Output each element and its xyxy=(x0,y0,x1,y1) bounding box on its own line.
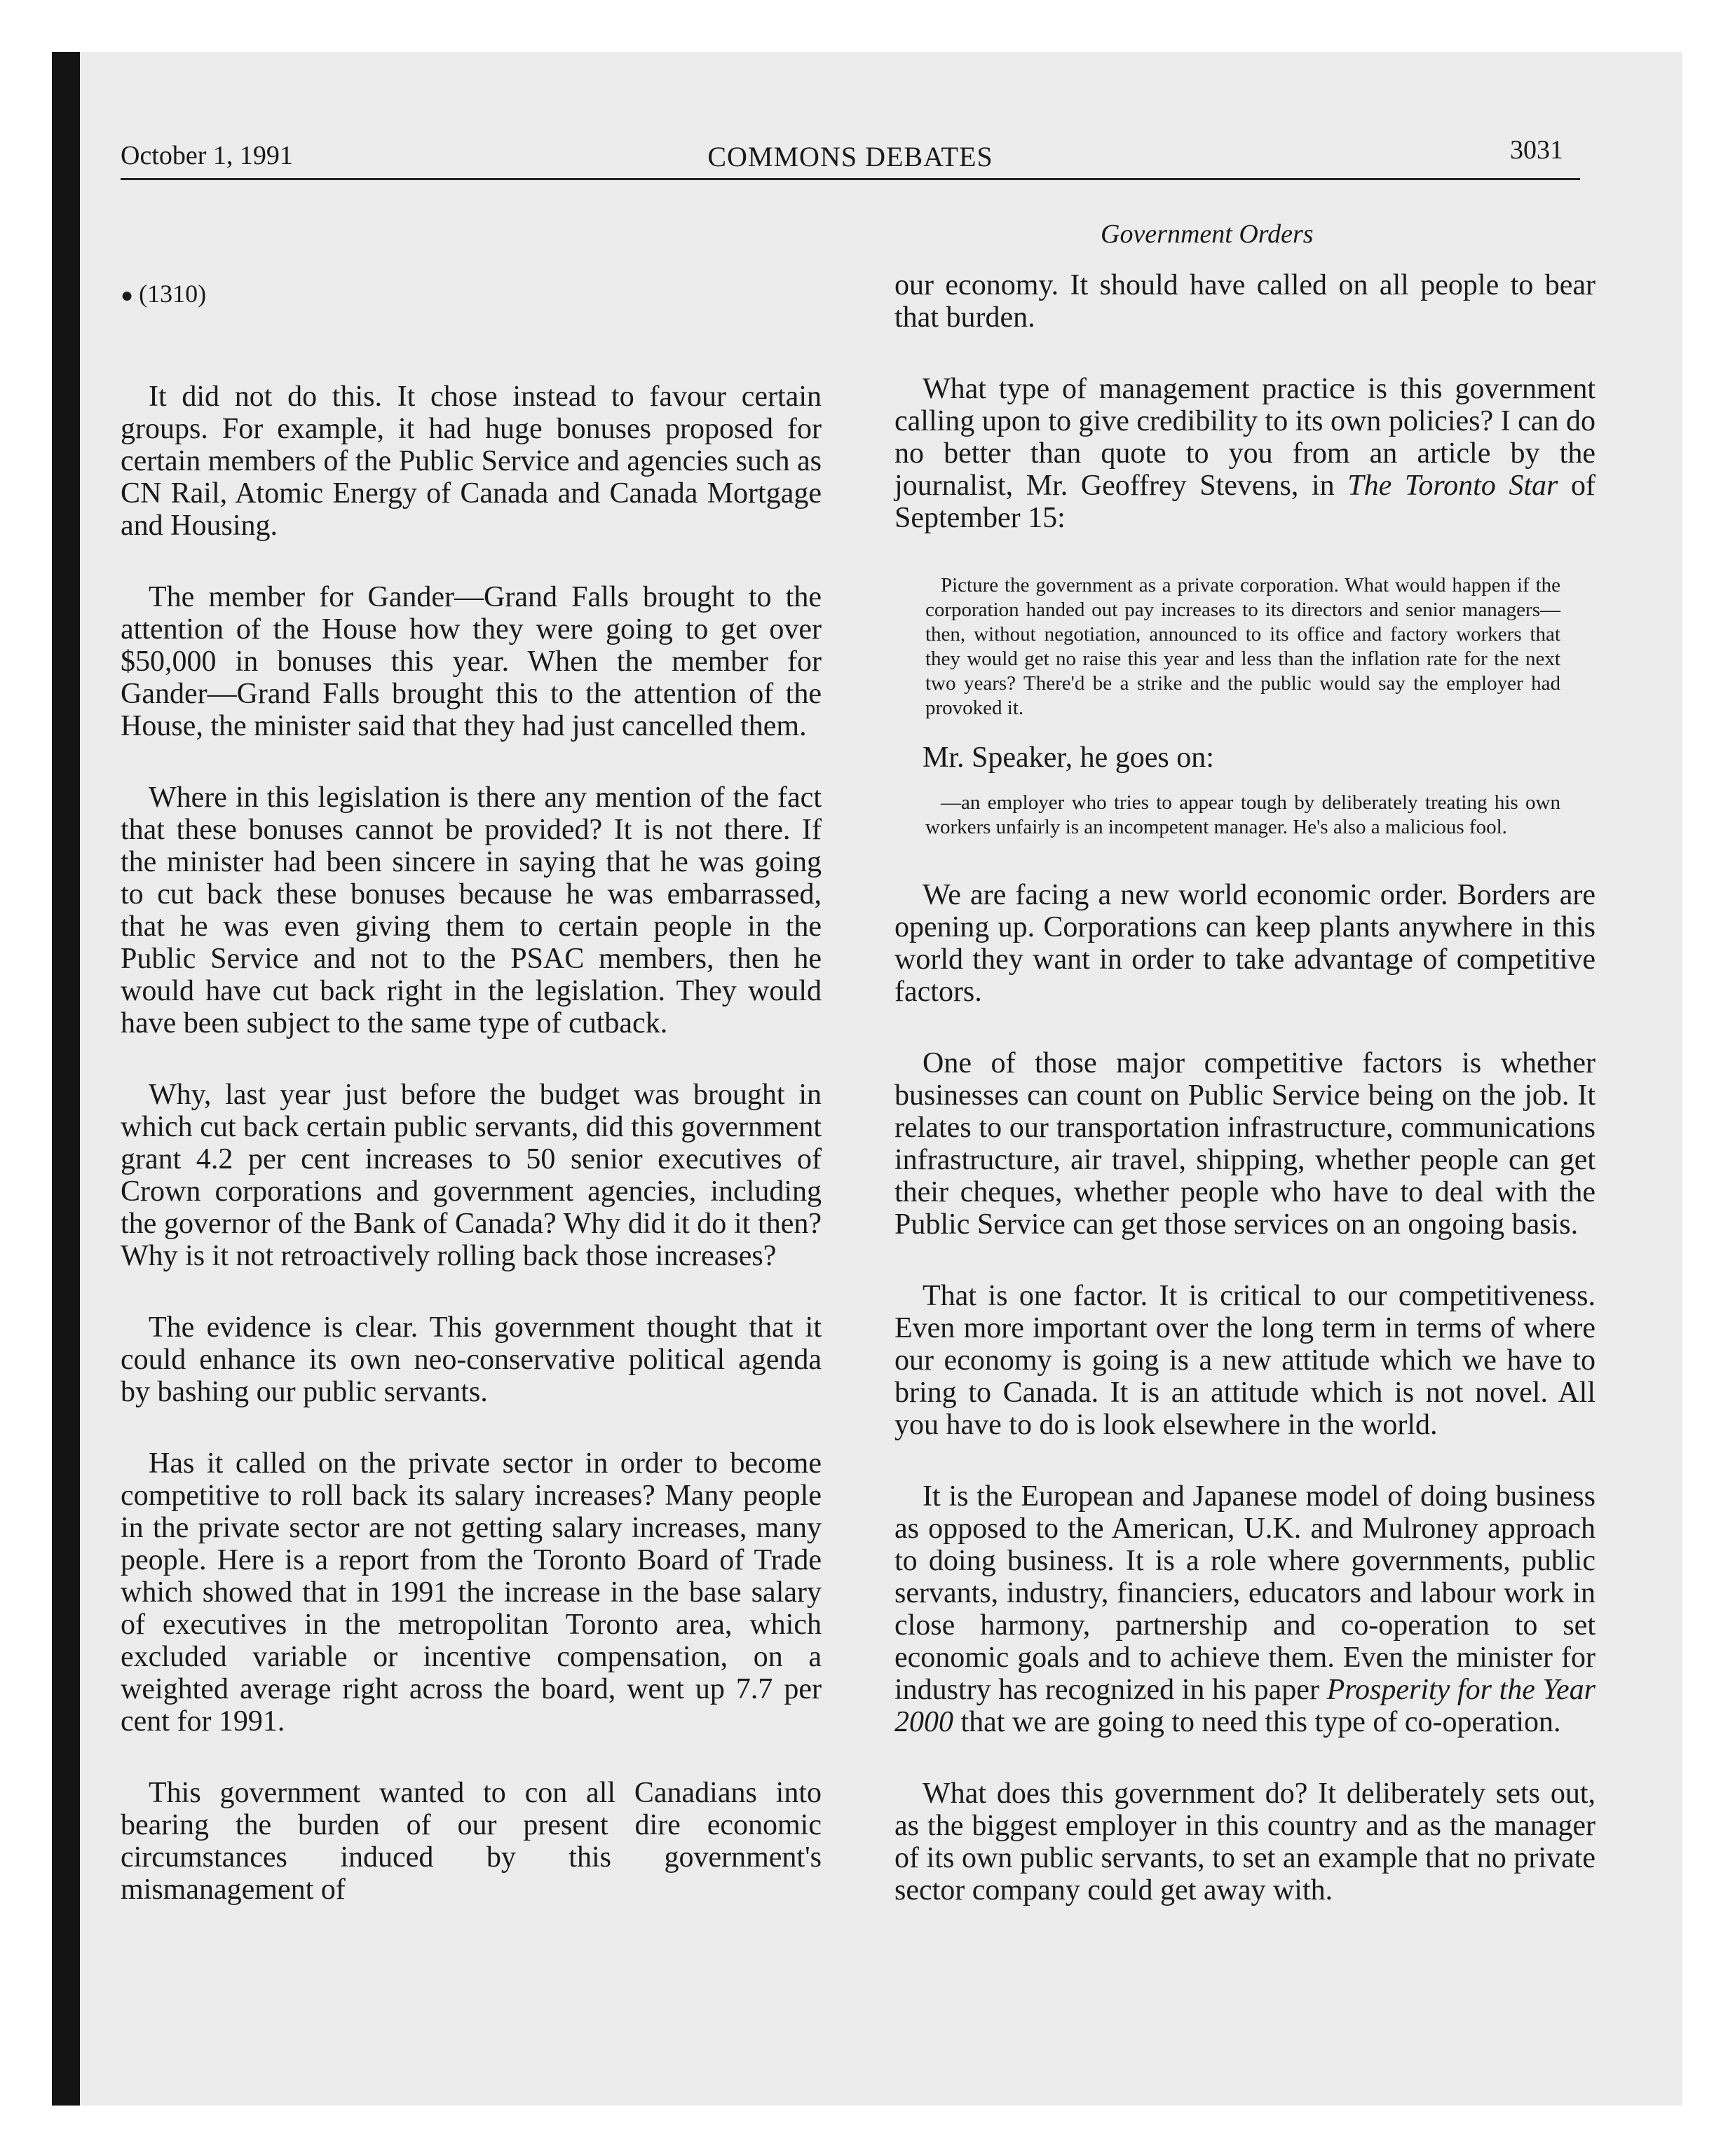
header-title: COMMONS DEBATES xyxy=(707,141,993,172)
paragraph xyxy=(894,373,1595,534)
block-quote: Picture the government as a private corporation. What would happen if the corporation handed out pay increases to its directors and senior managers—then, without negotiation, announced to its office and factory workers that they would get no raise this year and less than the inflation rate for the next two years? There'd be a strike and the public would say the employer had provoked it. xyxy=(925,574,1560,719)
section-title: Government Orders xyxy=(1101,219,1314,249)
timestamp-marker xyxy=(121,278,822,312)
header-date: October 1, 1991 xyxy=(121,141,293,170)
paragraph: The evidence is clear. This government thought that it could enhance its own neo-conservative political agenda by bashing our public servants. xyxy=(121,1311,822,1408)
paragraph-text: that we are going to need this type of co-operation. xyxy=(953,1706,1561,1738)
header-divider xyxy=(121,178,1580,180)
right-column xyxy=(894,269,1595,1946)
paragraph xyxy=(894,1480,1595,1738)
paragraph: The member for Gander—Grand Falls brought to the attention of the House how they were going to get over $50,000 in bonuses this year. When the member for Gander—Grand Falls brought this to the attention of the House, the minister said that they had just cancelled them. xyxy=(121,581,822,742)
paragraph: That is one factor. It is critical to our competitiveness. Even more important over the long term in terms of where our economy is going is a new attitude which we have to bring to Canada. It is an attitude which is not novel. All you have to do is look elsewhere in the world. xyxy=(894,1280,1595,1441)
paragraph: Why, last year just before the budget was brought in which cut back certain public servants, did this government grant 4.2 per cent increases to 50 senior executives of Crown corporations and government agencies, including the governor of the Bank of Canada? Why did it do it then? Why is it not retroactively rolling back those increases? xyxy=(121,1079,822,1272)
page-header xyxy=(121,87,1580,172)
document-title: Prosperity for the Year 2000 xyxy=(894,1674,1595,1738)
paragraph-text: What type of management practice is this government calling upon to give credibility to its own policies? I can do no better than quote to you from an article by the journalist, Mr. Geoffrey Stevens, in xyxy=(894,373,1595,502)
paragraph-text: of September 15: xyxy=(894,470,1595,534)
paragraph: What does this government do? It deliberately sets out, as the biggest employer in this country and as the manager of its own public servants, to set an example that no private sector company could get away with. xyxy=(894,1778,1595,1906)
binding-edge-strip xyxy=(52,52,80,2106)
paragraph-continuation: our economy. It should have called on all people to bear that burden. xyxy=(894,269,1595,334)
paragraph: It did not do this. It chose instead to favour certain groups. For example, it had huge bonuses proposed for certain members of the Public Service and agencies such as CN Rail, Atomic Energy of Canada and Canada Mortgage and Housing. xyxy=(121,381,822,542)
paragraph: Has it called on the private sector in order to become competitive to roll back its salary increases? Many people in the private sector are not getting salary increases, many people. Here is a report from the Toronto Board of Trade which showed that in 1991 the increase in the base salary of executives in the metropolitan Toronto area, which excluded variable or incentive compensation, on a weighted average right across the board, went up 7.7 per cent for 1991. xyxy=(121,1447,822,1738)
left-column xyxy=(121,269,822,1945)
publication-title: The Toronto Star xyxy=(1347,470,1558,502)
timestamp-label: (1310) xyxy=(139,280,207,308)
paragraph: We are facing a new world economic order. Borders are opening up. Corporations can keep plants anywhere in this world they want in order to take advantage of competitive factors. xyxy=(894,879,1595,1008)
bullet-icon: ● xyxy=(121,284,134,307)
block-quote: —an employer who tries to appear tough by deliberately treating his own workers unfairly is an incompetent manager. He's also a malicious fool. xyxy=(925,791,1560,838)
paragraph: One of those major competitive factors is whether businesses can count on Public Service being on the job. It relates to our transportation infrastructure, communications infrastructure, air travel, shipping, whether people can get their cheques, whether people who have to deal with the Public Service can get those services on an ongoing basis. xyxy=(894,1047,1595,1241)
speaker-line: Mr. Speaker, he goes on: xyxy=(923,742,1214,774)
paragraph: This government wanted to con all Canadians into bearing the burden of our present dire economic circumstances induced by this government's mismanagement of xyxy=(121,1777,822,1906)
page-number: 3031 xyxy=(1510,135,1563,165)
paragraph: Where in this legislation is there any mention of the fact that these bonuses cannot be provided? It is not there. If the minister had been sincere in saying that he was going to cut back these bonuses because he was embarrassed, that he was even giving them to certain people in the Public Service and not to the PSAC members, then he would have cut back right in the legislation. They would have been subject to the same type of cutback. xyxy=(121,782,822,1039)
paragraph-text: It is the European and Japanese model of doing business as opposed to the American, U.K. and Mulroney approach to doing business. It is a role where governments, public servants, industry, financiers, educators and labour work in close harmony, partnership and co-operation to set economic goals and to achieve them. Even the minister for industry has recognized in his paper xyxy=(894,1480,1595,1706)
